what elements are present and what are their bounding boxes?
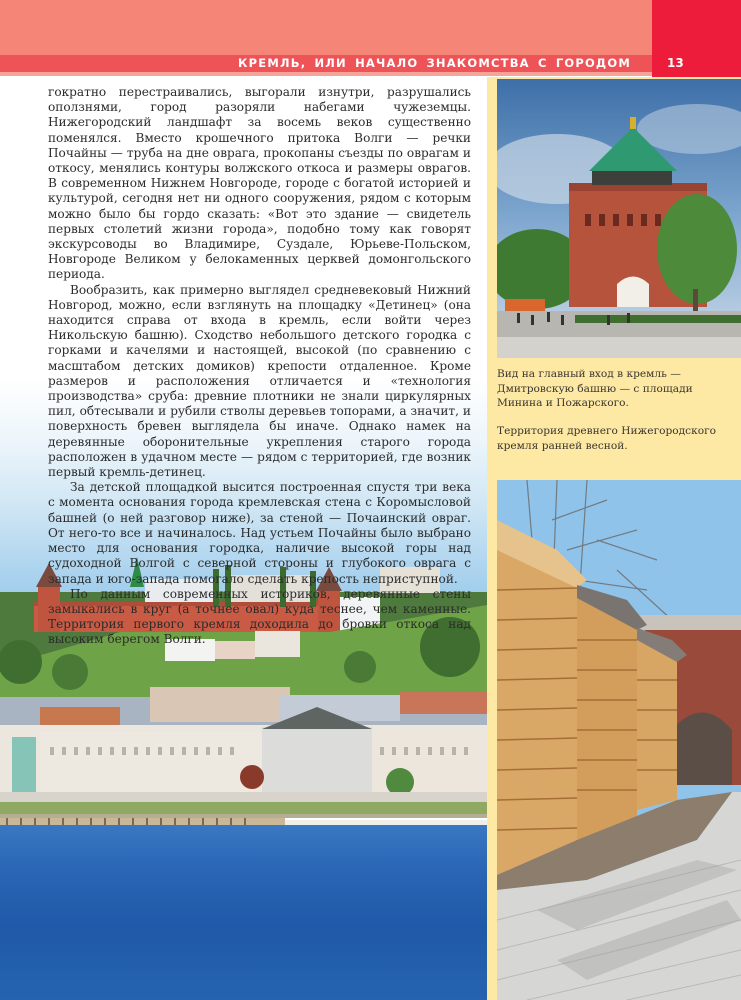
page-number-tab: [652, 0, 741, 77]
main-column: [0, 77, 487, 1000]
body-text: [48, 85, 471, 648]
paragraph: Вообразить, как примерно выглядел средневековый Нижний Новгород, можно, если взглянуть на площадку «Детинец» (она находится справа от входа в кремль, если войти через Никольскую башню). Сходство небольшого детского городка с горками и качелями и настоящей, высокой (по сравнению с масштабом детских домиков) крепости отдаленное. Кроме размеров и расположения отличается и «технология производства» сруба: древние плотники не знали циркулярных пил, обтесывали и рубили стволы деревьев топорами, а значит, и поверхность бревен выглядела бы иначе. Однако намек на деревянные оборонительные укрепления старого города расположен в удачном месте — рядом с территорией, где возник первый кремль-детинец.: [48, 282, 471, 480]
volga-river: [0, 825, 487, 1000]
paragraph: По данным современных историков, деревянные стены замыкались в круг (а точнее овал) куда теснее, чем каменные. Территория первого кремля доходила до бровки откоса над высоким берегом Волги.: [48, 586, 471, 647]
header-background: [0, 0, 652, 55]
caption-dmitrovskaya-tower: Вид на главный вход в кремль — Дмитровскую башню — с площади Минина и Пожарского.: [497, 368, 693, 409]
dmitrovskaya-tower-photo: [497, 79, 741, 358]
paragraph: гократно перестраивались, выгорали изнутри, разрушались оползнями, город разоряли набегами чужеземцы. Нижегородский ландшафт за восемь веков существенно поменялся. Вместо крошечного притока Волги — речки Почайны — труба на дне оврага, прокопаны съезды по оврагам и откосу, менялись контуры волжского откоса и размеры оврагов. В современном Нижнем Новгороде, городе с богатой историей и культурой, сегодня нет ни одного сооружения, рядом с которым можно было бы гордо сказать: «Вот это здание — свидетель первых столетий жизни города», подобно тому как говорят экскурсоводы во Владимире, Суздале, Юрьеве-Польском, Новгороде Великом у белокаменных церквей домонгольского периода.: [48, 85, 471, 282]
running-title: КРЕМЛЬ, ИЛИ НАЧАЛО ЗНАКОМСТВА С ГОРОДОМ: [238, 56, 631, 70]
sidebar: [487, 77, 741, 1000]
paragraph: За детской площадкой высится построенная спустя три века с момента основания города кремлевская стена с Коромысловой башней (о ней разговор ниже), за стеной — Почаинский овраг. От него-то все и начиналось. Над устьем Почайны было выбрано место для основания городка, наличие высокой горы над судоходной Волгой с северной стороны и глубокого оврага с запада и юго-запада помогало сделать крепость неприступной.: [48, 480, 471, 586]
caption-kremlin-territory: Территория древнего Нижегородского кремля ранней весной.: [497, 425, 717, 452]
wooden-log-structures-photo: [497, 480, 741, 1000]
header-band-underline: [0, 72, 652, 76]
page-number: 13: [667, 56, 684, 70]
